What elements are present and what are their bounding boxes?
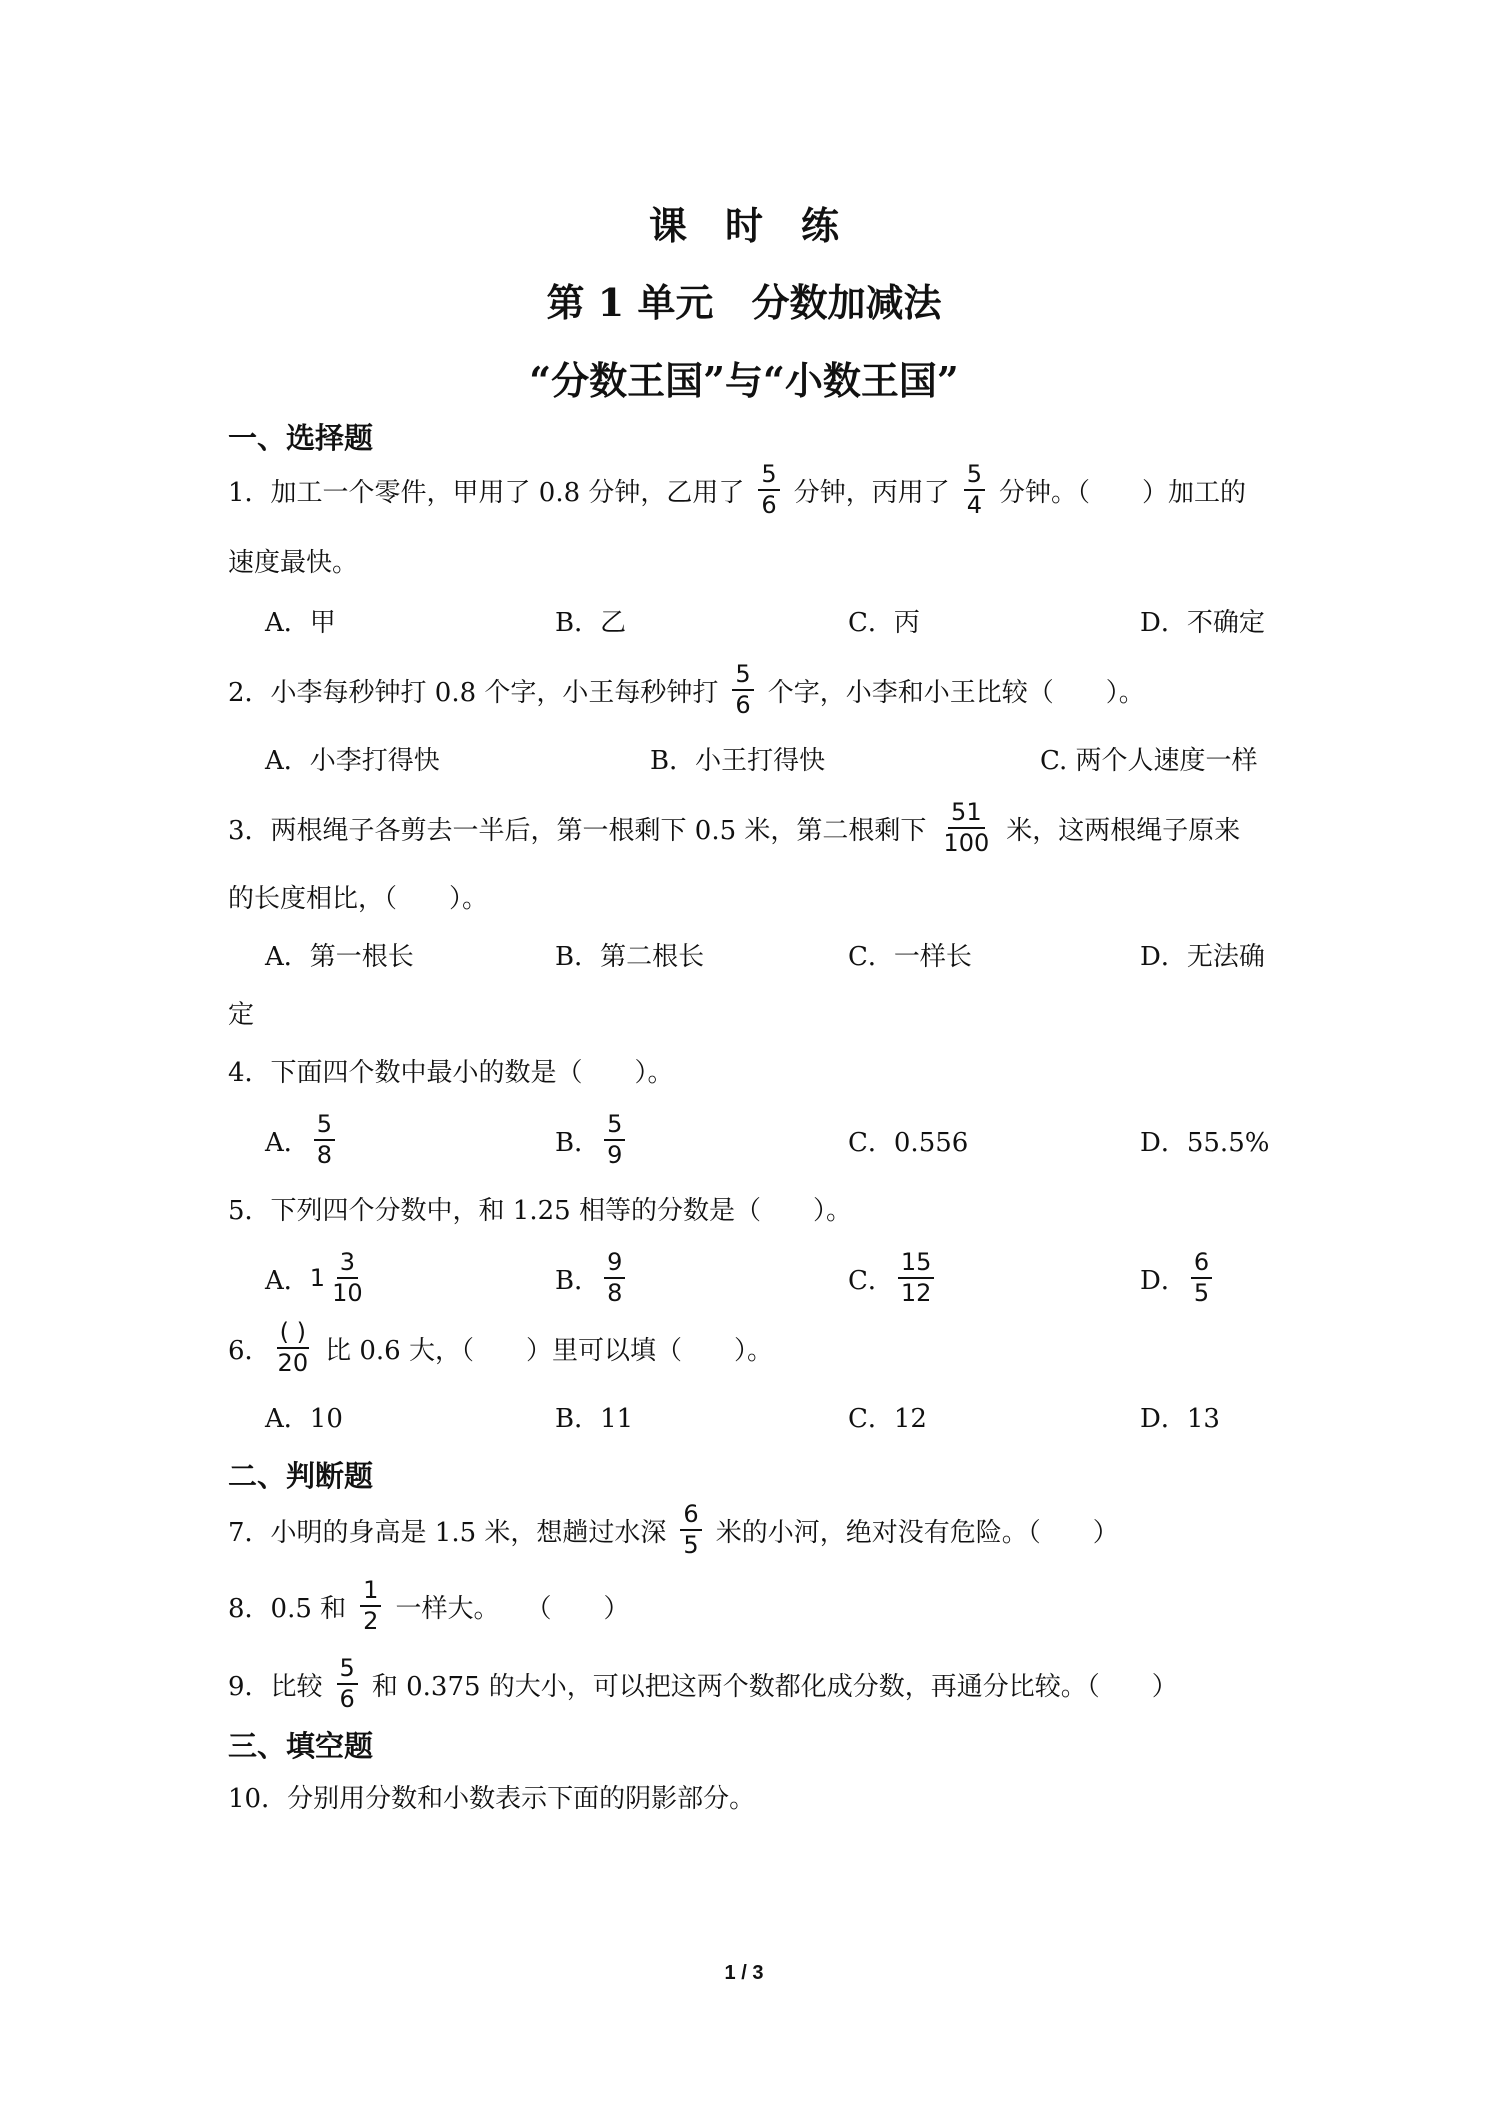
question-text: 米的小河，绝对没有危险。（ ） xyxy=(715,1517,1119,1548)
denominator: 5 xyxy=(1193,1279,1210,1307)
question-6 xyxy=(228,1318,773,1378)
numerator: 1 xyxy=(360,1578,381,1607)
numerator: 3 xyxy=(337,1250,358,1279)
q1-option-d: D．不确定 xyxy=(1140,607,1265,638)
question-text: 个字，小李和小王比较（ ）。 xyxy=(767,677,1145,708)
fraction xyxy=(964,459,985,519)
fraction xyxy=(758,459,779,519)
question-text: 一样大。 （ ） xyxy=(395,1593,630,1624)
option-label: B． xyxy=(555,1265,601,1296)
q2-option-a: A．小李打得快 xyxy=(265,745,440,776)
question-1-line-2: 速度最快。 xyxy=(228,547,359,578)
question-3-line-2: 的长度相比，（ ）。 xyxy=(228,883,489,914)
question-text: 米，这两根绳子原来 xyxy=(1006,815,1241,846)
denominator: 10 xyxy=(332,1279,363,1307)
question-text: 分钟，丙用了 xyxy=(793,477,950,508)
fraction xyxy=(680,1499,701,1559)
q5-option-c xyxy=(848,1248,938,1308)
denominator: 8 xyxy=(316,1141,333,1169)
q2-option-c: C. 两个人速度一样 xyxy=(1040,745,1258,776)
question-text: 9．比较 xyxy=(228,1671,323,1702)
q6-option-a: A．10 xyxy=(265,1403,343,1434)
q5-option-a xyxy=(265,1248,370,1308)
option-label: B． xyxy=(555,1127,601,1158)
denominator: 9 xyxy=(607,1141,623,1169)
numerator: 6 xyxy=(1191,1250,1212,1279)
q1-option-b: B．乙 xyxy=(555,607,627,638)
question-7 xyxy=(228,1500,1119,1560)
numerator: 5 xyxy=(964,462,985,491)
q2-option-b: B．小王打得快 xyxy=(650,745,826,776)
question-text: 3．两根绳子各剪去一半后，第一根剩下 0.5 米，第二根剩下 xyxy=(228,815,927,846)
denominator: 6 xyxy=(735,691,751,719)
fraction xyxy=(329,1247,366,1307)
fraction xyxy=(940,797,992,857)
question-4: 4．下面四个数中最小的数是（ ）。 xyxy=(228,1057,674,1088)
denominator: 12 xyxy=(900,1279,932,1307)
fraction xyxy=(337,1653,358,1713)
question-text: 和 0.375 的大小，可以把这两个数都化成分数，再通分比较。（ ） xyxy=(371,1671,1178,1702)
option-label: A． xyxy=(265,1265,310,1296)
page-number: 1 / 3 xyxy=(724,1962,764,1984)
unit-subtitle: 第 1 单元 分数加减法 xyxy=(546,280,942,325)
q3-option-c: C．一样长 xyxy=(848,941,972,972)
question-2 xyxy=(228,660,1145,720)
denominator: 8 xyxy=(607,1279,623,1307)
fraction xyxy=(732,659,753,719)
q4-option-a xyxy=(265,1110,339,1170)
question-text: 8．0.5 和 xyxy=(228,1593,347,1624)
numerator: 5 xyxy=(337,1656,358,1685)
question-number: 6． xyxy=(228,1335,271,1366)
question-1 xyxy=(228,460,1246,520)
q5-option-d xyxy=(1140,1248,1216,1308)
q3-option-d-wrap: 定 xyxy=(228,999,255,1030)
numerator: 5 xyxy=(758,462,779,491)
q1-option-a: A．甲 xyxy=(265,607,336,638)
question-9 xyxy=(228,1654,1178,1714)
question-text: 1．加工一个零件，甲用了 0.8 分钟，乙用了 xyxy=(228,477,745,508)
denominator: 4 xyxy=(966,491,982,519)
q6-option-d: D．13 xyxy=(1140,1403,1220,1434)
question-text: 比 0.6 大，（ ）里可以填（ ）。 xyxy=(325,1335,773,1366)
numerator: 9 xyxy=(604,1250,625,1279)
numerator: ( ) xyxy=(277,1320,309,1349)
q6-option-c: C．12 xyxy=(848,1403,927,1434)
denominator: 20 xyxy=(277,1349,309,1377)
option-label: A． xyxy=(265,1127,310,1158)
fraction xyxy=(275,1317,312,1377)
q3-option-d: D．无法确 xyxy=(1140,941,1265,972)
q4-option-c: C．0.556 xyxy=(848,1127,969,1158)
numerator: 15 xyxy=(898,1250,935,1279)
document-title: 课 时 练 xyxy=(648,203,839,248)
question-text: 7．小明的身高是 1.5 米，想趟过水深 xyxy=(228,1517,667,1548)
denominator: 5 xyxy=(683,1531,699,1559)
question-10: 10．分别用分数和小数表示下面的阴影部分。 xyxy=(228,1783,756,1814)
fraction xyxy=(360,1575,381,1635)
q5-option-b xyxy=(555,1248,629,1308)
section-heading-fill-in: 三、填空题 xyxy=(228,1729,374,1763)
denominator: 100 xyxy=(943,829,990,857)
q1-option-c: C．丙 xyxy=(848,607,920,638)
q4-option-b xyxy=(555,1110,629,1170)
mixed-whole: 1 xyxy=(309,1264,326,1292)
section-heading-choice: 一、选择题 xyxy=(228,421,374,455)
numerator: 51 xyxy=(948,800,985,829)
q6-option-b: B．11 xyxy=(555,1403,634,1434)
numerator: 5 xyxy=(732,662,753,691)
numerator: 5 xyxy=(604,1112,625,1141)
lesson-topic: “分数王国”与“小数王国” xyxy=(529,358,959,403)
question-3 xyxy=(228,798,1240,858)
numerator: 5 xyxy=(314,1112,335,1141)
q3-option-b: B．第二根长 xyxy=(555,941,705,972)
question-5: 5．下列四个分数中，和 1.25 相等的分数是（ ）。 xyxy=(228,1195,852,1226)
denominator: 6 xyxy=(339,1685,355,1713)
q3-option-a: A．第一根长 xyxy=(265,941,414,972)
fraction xyxy=(604,1109,625,1169)
fraction xyxy=(314,1109,335,1169)
fraction xyxy=(898,1247,935,1307)
q4-option-d: D．55.5% xyxy=(1140,1127,1270,1158)
question-text: 分钟。（ ）加工的 xyxy=(999,477,1247,508)
section-heading-judgement: 二、判断题 xyxy=(228,1459,374,1493)
fraction xyxy=(604,1247,625,1307)
option-label: D． xyxy=(1140,1265,1187,1296)
denominator: 2 xyxy=(363,1607,379,1635)
question-text: 2．小李每秒钟打 0.8 个字，小王每秒钟打 xyxy=(228,677,719,708)
denominator: 6 xyxy=(761,491,777,519)
fraction xyxy=(1191,1247,1212,1307)
numerator: 6 xyxy=(680,1502,701,1531)
question-8 xyxy=(228,1576,629,1636)
option-label: C． xyxy=(848,1265,894,1296)
